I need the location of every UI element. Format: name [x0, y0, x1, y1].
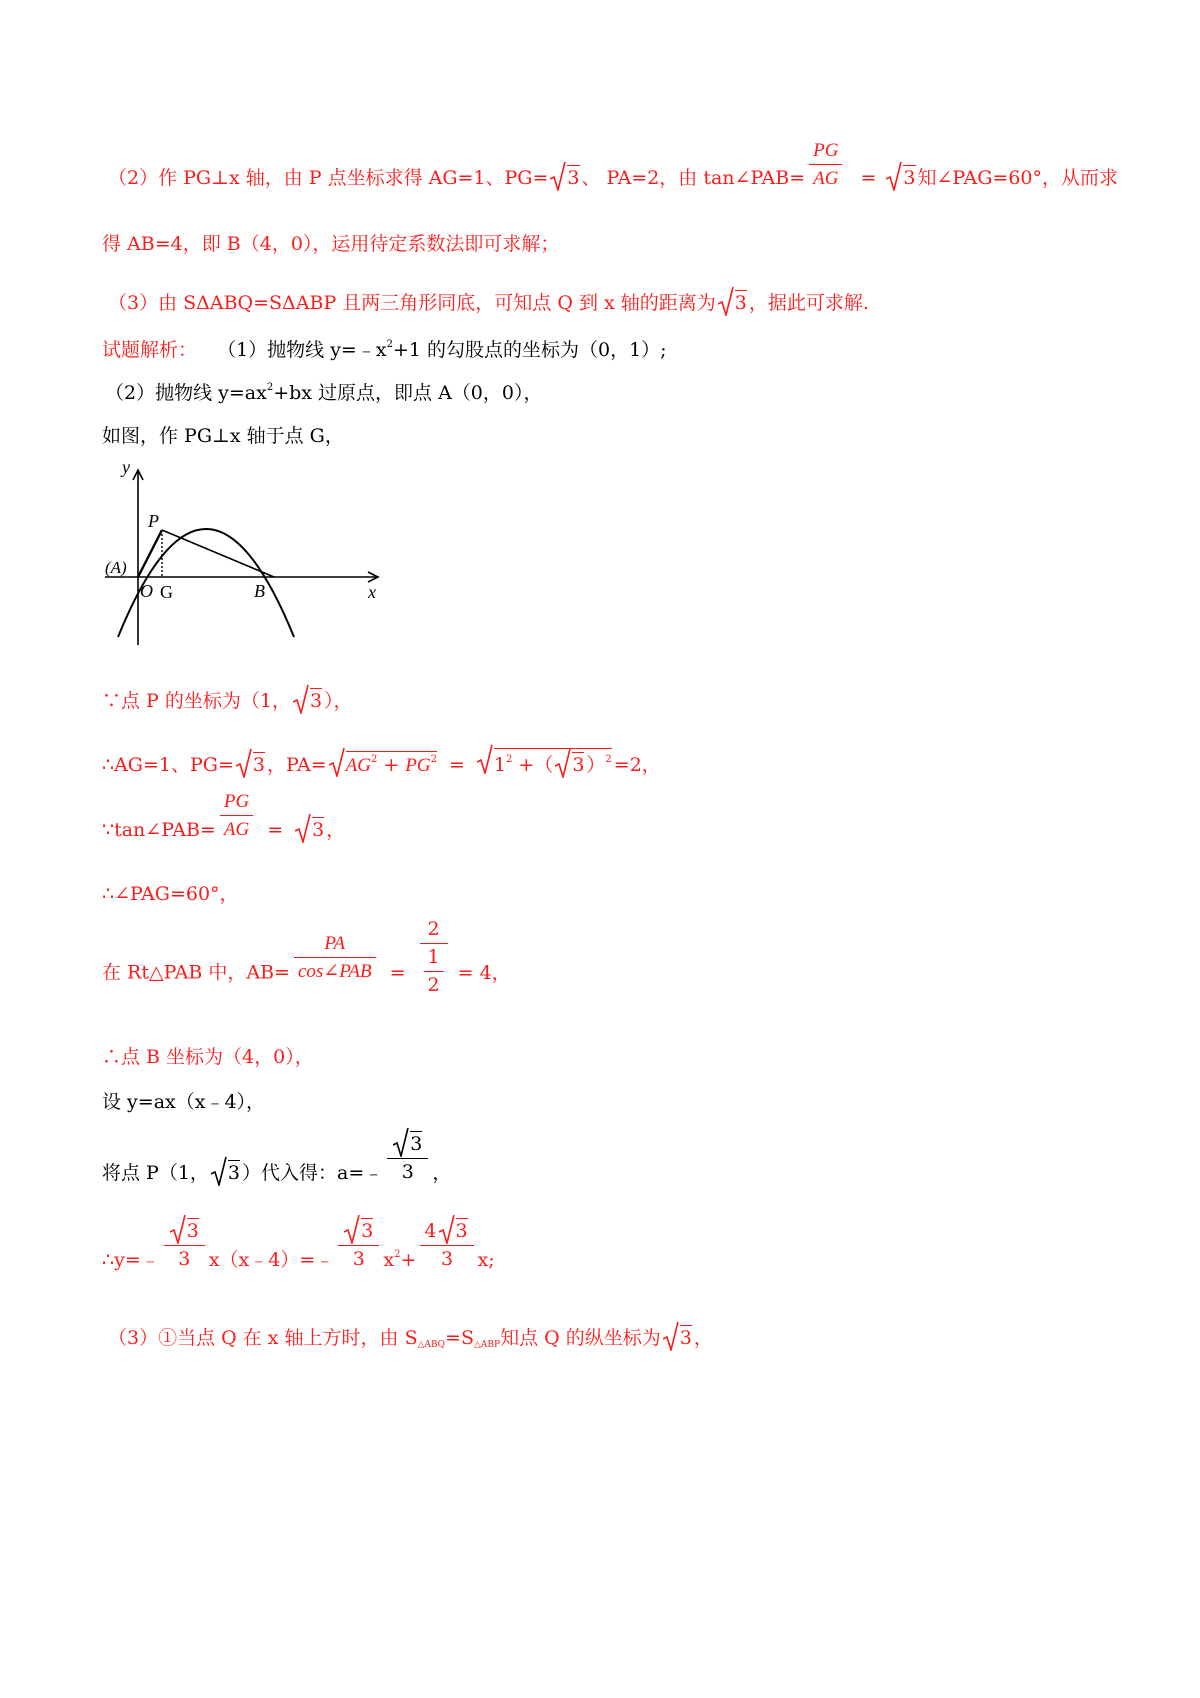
- point-g-label: G: [160, 582, 173, 602]
- point-p-label: P: [148, 511, 159, 531]
- text: ，据此可求解.: [748, 292, 869, 314]
- hint-line-2: （2）作 PG⊥x 轴，由 P 点坐标求得 AG=1、PG= 3 、 PA=2，由 tan∠PAB= $\frac{PG}{AG}$ = 3 知∠PAG=60°，从而求: [108, 139, 1118, 189]
- fraction-sqrt3-over-3: $\frac{3}{3}$: [164, 1218, 205, 1269]
- x-axis-label: x: [368, 582, 376, 602]
- text: 、 PA=2，由 tan∠PAB=: [581, 167, 806, 189]
- solution-line-2: （2）抛物线 $y=ax^2+bx$ 过原点，即点 A（0，0），: [105, 382, 543, 404]
- sqrt-3: 3: [663, 1325, 694, 1348]
- sqrt-3: 3: [293, 688, 324, 711]
- fraction-pg-ag: $\frac{PG}{AG}$: [809, 141, 842, 188]
- solution-line-13: （3）①当点 Q 在 x 轴上方时，由 $S_{\triangle ABQ}=S_{\triangle ABP}$知点 Q 的纵坐标为 3 ，: [108, 1325, 713, 1350]
- fraction-sqrt3-over-3: $\frac{3}{3}$: [338, 1218, 379, 1269]
- fraction-4sqrt3-over-3: 4 3 3: [420, 1218, 473, 1269]
- text: （2）作 PG⊥x 轴，由 P 点坐标求得 AG=1、PG=: [108, 167, 549, 189]
- solution-line-11: 将点 P（1， 3 ）代入得：a=﹣ $\frac{3}{3}$ ，: [102, 1160, 451, 1183]
- solution-line-8: 在 Rt△PAB 中，AB= $\frac{PA}{\text{cos∠PAB}}$ = $\frac{2}{\frac{1}{2}}$ = 4，: [102, 918, 511, 996]
- y-axis-label: y: [122, 457, 130, 477]
- solution-line-10: 设 y=ax（x﹣4），: [102, 1091, 266, 1113]
- sqrt-ag2-pg2: $AG^2 + PG^2$: [329, 751, 439, 775]
- origin-label: O: [140, 581, 153, 601]
- text: 知∠PAG=60°，从而求: [917, 167, 1118, 189]
- text: 得 AB=4，即 B（4，0），运用待定系数法即可求解；: [102, 233, 560, 255]
- solution-line-7: ∴∠PAG=60°，: [102, 883, 239, 905]
- sqrt-3: 3: [886, 165, 917, 188]
- solution-line-4: ∵点 P 的坐标为（1， 3 ），: [102, 688, 353, 711]
- sqrt-3: 3: [718, 290, 749, 313]
- solution-line-1: 试题解析： （1）抛物线 $y=﹣x^2+1$ 的勾股点的坐标为（0，1）;: [102, 339, 667, 361]
- sqrt-3: 3: [236, 752, 267, 775]
- fraction-sqrt3-over-3: $\frac{3}{3}$: [387, 1131, 428, 1182]
- sqrt-3: 3: [550, 165, 581, 188]
- parabola-figure: [100, 455, 400, 655]
- text: （3）由 SΔABQ=SΔABP 且两三角形同底，可知点 Q 到 x 轴的距离为: [108, 292, 716, 314]
- point-a-label: (A): [105, 558, 127, 577]
- hint-line-3: [108, 290, 869, 313]
- solution-line-5: ∴AG=1、PG= 3 ，PA= $AG^2 + PG^2$ = $1^2$ +（ 3 ）$^2$ =2，: [102, 748, 661, 775]
- hint-line-2-cont: [102, 235, 559, 254]
- fraction-2-over-half: $\frac{2}{\frac{1}{2}}$: [420, 920, 448, 995]
- solution-line-9: ∴点 B 坐标为（4，0），: [102, 1046, 314, 1068]
- solution-line-12: ∴y=﹣ $\frac{3}{3}$ x（x﹣4）=﹣ $\frac{3}{3}$ $x^2+$ 4 3 3 x;: [102, 1250, 495, 1270]
- fraction-pa-cos: $\frac{PA}{\text{cos∠PAB}}$: [294, 934, 376, 981]
- solution-heading: 试题解析：: [102, 339, 198, 361]
- sqrt-3: 3: [295, 817, 326, 840]
- fraction-pg-ag: $\frac{PG}{AG}$: [220, 792, 253, 839]
- sqrt-1-plus-3: $1^2$ +（ 3 ）$^2$: [477, 748, 614, 775]
- solution-line-6: ∵tan∠PAB= $\frac{PG}{AG}$ = 3 ，: [102, 790, 346, 841]
- sqrt-3: 3: [211, 1160, 242, 1183]
- solution-line-3: 如图，作 PG⊥x 轴于点 G，: [102, 425, 344, 447]
- point-b-label: B: [254, 581, 265, 601]
